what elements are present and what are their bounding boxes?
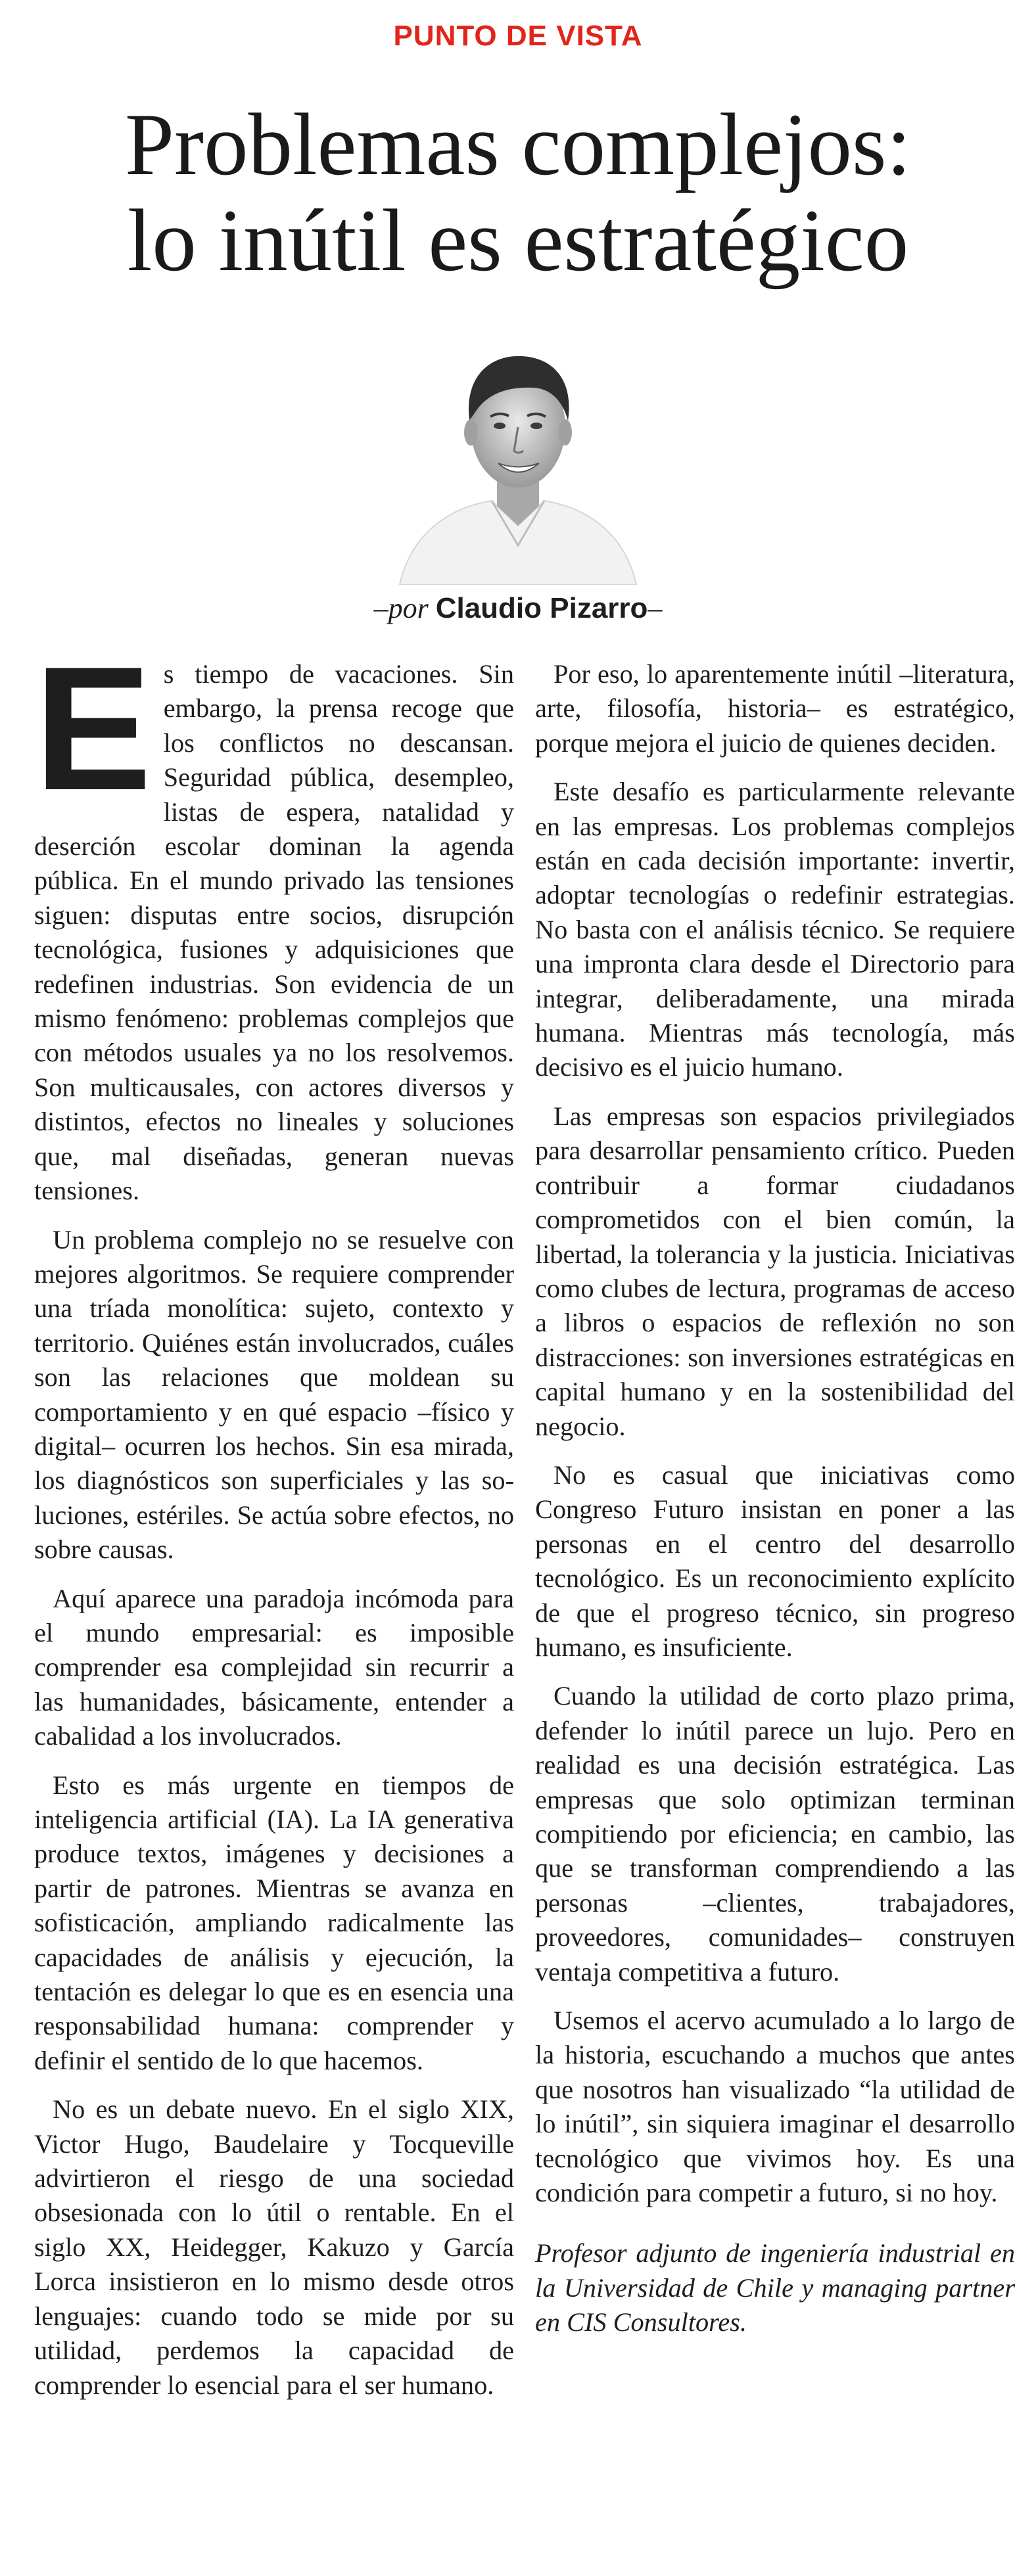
paragraph: Aquí aparece una paradoja incómoda para el mundo empresarial: es imposible comprender esa complejidad sin recurrir a las humanidades, básicamente, entender a cabalidad a los involucrados. bbox=[34, 1583, 514, 1751]
article-column-right bbox=[535, 657, 1015, 2355]
author-bio: Profesor adjunto de ingeniería industrial en la Universidad de Chile y managing partner en CIS Consultores. bbox=[535, 2238, 1015, 2337]
drop-cap: E bbox=[34, 630, 152, 827]
author-name: Claudio Pizarro bbox=[435, 592, 648, 624]
paragraph: Este desafío es particularmente relevante en las empresas. Los problemas complejos están en cada decisión importante: invertir, adoptar tecnologías o redefinir estrategias. No basta con el análisis técnico. Se requiere una impronta clara desde el Directorio para integrar, deliberadamente, una mirada humana. Mientras más tecnología, más decisivo es el juicio humano. bbox=[535, 777, 1015, 1082]
article-column-left bbox=[34, 630, 514, 2417]
byline-prefix: por bbox=[388, 592, 429, 624]
paragraph: Usemos el acervo acumulado a lo largo de la historia, escuchando a muchos que antes que nosotros han visualizado “la utilidad de lo inútil”, sin siquiera imaginar el desarrollo tecnológico que vivimos hoy. Es una condición para competir a futuro, si no hoy. bbox=[535, 2006, 1015, 2208]
author-portrait bbox=[387, 329, 649, 585]
paragraph: Por eso, lo aparentemente inútil –literatura, arte, filosofía, historia– es estratégico, porque mejora el juicio de quienes deciden. bbox=[535, 659, 1015, 758]
headline bbox=[0, 97, 1036, 289]
paragraph: Esto es más urgente en tiempos de inteligencia artificial (IA). La IA generativa produce textos, imágenes y decisiones a partir de patrones. Mientras se avanza en sofisticación, ampliando radicalmente las capacidades de análisis y ejecución, la tentación es delegar lo que es en esencia una responsabilidad humana: comprender y definir el sentido de lo que hacemos. bbox=[34, 1770, 514, 2075]
headline-line-1: Problemas complejos: bbox=[124, 96, 912, 194]
paragraph: No es un debate nuevo. En el siglo XIX, Victor Hugo, Baudelaire y Tocqueville advirtieron el riesgo de una sociedad obsesionada con lo útil o rentable. En el siglo XX, Heidegger, Kakuzo y García Lorca insistieron en lo mismo desde otros lenguajes: cuando todo se mide por su utilidad, perdemos la capacidad de comprender lo esencial para el ser humano. bbox=[34, 2094, 514, 2400]
headline-line-2: lo inútil es estratégico bbox=[127, 192, 909, 290]
paragraph: Cuando la utilidad de corto plazo prima, defender lo inútil parece un lujo. Pero en realidad es una decisión estratégica. Las empresas que solo optimizan terminan compitiendo por eficiencia; en cambio, las que se transforman comprendiendo a las personas –clientes, trabajadores, proveedores, comunidades– construyen ventaja competitiva a futuro. bbox=[535, 1681, 1015, 1987]
byline: –por Claudio Pizarro– bbox=[373, 592, 663, 624]
section-label: PUNTO DE VISTA bbox=[393, 20, 643, 52]
paragraph: No es casual que iniciativas como Congreso Futuro insistan en poner a las personas en el centro del desarrollo tecnológico. Es un reconocimiento explícito de que el progreso técnico, sin progreso humano, es insuficiente. bbox=[535, 1460, 1015, 1662]
paragraph: Las empresas son espacios privilegiados para desarrollar pensamiento crítico. Pueden contribuir a formar ciudadanos comprometidos con el bien común, la libertad, la tolerancia y la justicia. Iniciativas como clubes de lectura, programas de acceso a libros o espacios de reflexión no son distracciones: son inversiones estratégicas en capital humano y en la sostenibilidad del negocio. bbox=[535, 1101, 1015, 1441]
paragraph: Un problema complejo no se resuelve con mejores algoritmos. Se requiere comprender una tríada monolítica: sujeto, contexto y territorio. Quiénes están involucrados, cuáles son las relaciones que moldean su comportamiento y en qué espacio –físico y digital– ocurren los hechos. Sin esa mirada, los diagnósticos son superficiales y las soluciones, estériles. Se actúa sobre efectos, no sobre causas. bbox=[34, 1224, 514, 1565]
paragraph: Es tiempo de vacaciones. Sin embargo, la prensa recoge que los conflictos no descansan. Seguridad pública, desempleo, listas de espera, natalidad y deserción escolar dominan la agenda pública. En el mundo privado las tensiones siguen: disputas entre socios, disrupción tecnológica, fusiones y adquisiciones que redefinen industrias. Son evidencia de un mismo fenómeno: problemas complejos que con métodos usuales ya no los resolvemos. Son multicausales, con actores diversos y distintos, efectos no lineales y soluciones que, mal diseñadas, generan nuevas tensiones. bbox=[34, 630, 514, 1206]
